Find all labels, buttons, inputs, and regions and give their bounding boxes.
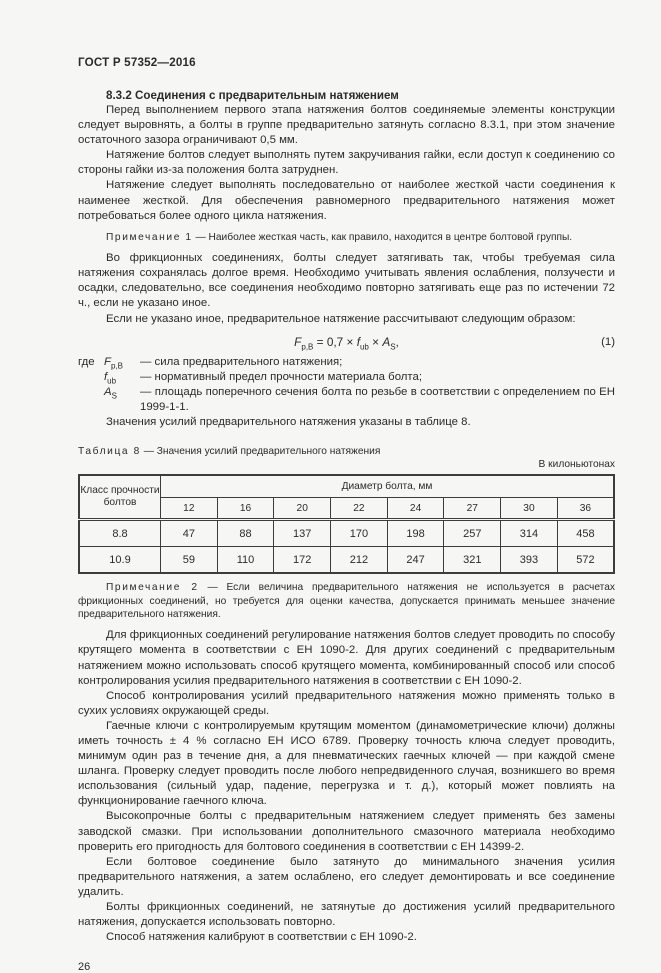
- definition-desc: — сила предварительного натяжения;: [140, 355, 343, 368]
- diameter-header: 22: [331, 498, 388, 520]
- definition-spacer: [78, 370, 104, 385]
- paragraph: Натяжение следует выполнять последовательно от наиболее жесткой части соединения к наименее жесткой. Для обеспечения равномерного предварительного натяжения может потребоваться более одного цикла натяжения.: [78, 179, 615, 222]
- formula-definitions: [78, 355, 615, 415]
- formula-lhs: F: [294, 334, 302, 349]
- formula-number: (1): [601, 335, 615, 348]
- force-value-cell: 47: [161, 520, 218, 547]
- paragraph: Высокопрочные болты с предварительным натяжением следует применять без замены заводской смазки. При использовании дополнительного смазочного материала необходимо проверить его пригодность для болтового соединения в соответствии с ЕН 14399-2.: [78, 810, 615, 853]
- paragraph: Если болтовое соединение было затянуто до минимального значения усилия предварительного натяжения, а затем ослаблено, его следует демонтировать и все соединение удалить.: [78, 855, 615, 898]
- definition-desc: — площадь поперечного сечения болта по резьбе в соответствии с определением по ЕН 1999-1-1.: [140, 385, 615, 413]
- formula-equals: = 0,7 ×: [316, 334, 354, 349]
- paragraph: Способ натяжения калибруют в соответствии с ЕН 1090-2.: [106, 931, 417, 944]
- paragraph: Гаечные ключи с контролируемым крутящим моментом (динамометрические ключи) должны иметь точность ± 4 % согласно ЕН ИСО 6789. Проверку точность ключа следует проводить, минимум один раз в течение дня, а для пневматических гаечных ключей — при каждой смене шланга. Проверку следует проводить после любого непредвиденного случая, возникшего во время использования (сильный удар, падение, перегрузка и т. д.), который может повлиять на функционирование гаечного ключа.: [78, 719, 615, 808]
- diameter-header: 36: [557, 498, 614, 520]
- formula-1: [78, 335, 615, 349]
- diameter-header: 20: [274, 498, 331, 520]
- note-2-text: — Если величина предварительного натяжения не используется в расчетах фрикционных соединений, но требуется для оценки качества, допускается принимать меньшее значение предварительного натяжения.: [78, 582, 615, 620]
- table-header-row: [79, 475, 614, 498]
- definition-desc: — нормативный предел прочности материала болта;: [140, 370, 423, 383]
- term-base: f: [104, 370, 108, 383]
- force-value-cell: 137: [274, 520, 331, 547]
- paragraph: Натяжение болтов следует выполнять путем закручивания гайки, если доступ к соединению со стороны гайки из-за положения болта затруднен.: [78, 149, 615, 177]
- col-header-diameter-group: Диаметр болта, мм: [161, 475, 615, 498]
- bolt-class-cell: 10.9: [79, 547, 161, 574]
- table-units-note: В килоньютонах: [538, 459, 615, 471]
- force-value-cell: 59: [161, 547, 218, 574]
- col-header-bolt-class: Класс прочности болтов: [79, 475, 161, 520]
- definition-row: [78, 355, 615, 370]
- paragraph: Если не указано иное, предварительное натяжение рассчитывают следующим образом:: [106, 312, 576, 325]
- term-sub: S: [111, 391, 117, 401]
- note-2-label: Примечание 2: [106, 582, 199, 594]
- formula-lhs-sub: p,B: [301, 341, 314, 351]
- force-value-cell: 321: [444, 547, 501, 574]
- formula-f-sub: ub: [359, 341, 369, 351]
- force-value-cell: 170: [331, 520, 388, 547]
- definition-intro: где: [78, 355, 95, 368]
- section-heading: 8.3.2 Соединения с предварительным натяжением: [106, 89, 399, 102]
- note-2: [78, 581, 615, 621]
- table-head: [79, 475, 614, 520]
- diameter-header: 30: [501, 498, 558, 520]
- paragraph: Перед выполнением первого этапа натяжения болтов соединяемые элементы конструкции следует выровнять, а болты в группе предварительно затянуть согласно 8.3.1, при этом значение остаточного зазора ограничивают 0,5 мм.: [78, 104, 615, 147]
- note-1-label: Примечание 1: [106, 231, 193, 243]
- pretension-forces-table: [78, 474, 615, 574]
- table-row: [79, 520, 614, 547]
- term-sub: p,B: [110, 360, 123, 370]
- force-value-cell: 393: [501, 547, 558, 574]
- formula-times: ×: [372, 334, 380, 349]
- paragraph: Значения усилий предварительного натяжения указаны в таблице 8.: [106, 416, 471, 428]
- diameter-header: 16: [217, 498, 274, 520]
- term-base: F: [104, 355, 111, 368]
- bolt-class-cell: 8.8: [79, 520, 161, 547]
- definition-term: [104, 355, 140, 370]
- force-value-cell: 257: [444, 520, 501, 547]
- definition-row: [78, 385, 615, 415]
- paragraph: Для фрикционных соединений регулирование натяжения болтов следует проводить по способу крутящего момента в соответствии с ЕН 1090-2. Для других соединений с предварительным натяжением можно использовать способ крутящего момента, комбинированный способ или способ контролирования усилия предварительного натяжения в соответствии с ЕН 1090-2.: [78, 629, 615, 687]
- paragraph: Болты фрикционных соединений, не затянутые до достижения усилий предварительного натяжения, допускается использовать повторно.: [78, 901, 615, 929]
- table-body: [79, 520, 614, 574]
- diameter-header: 27: [444, 498, 501, 520]
- force-value-cell: 198: [387, 520, 444, 547]
- diameter-header: 12: [161, 498, 218, 520]
- force-value-cell: 247: [387, 547, 444, 574]
- term-base: A: [104, 385, 112, 398]
- definition-term: [104, 370, 140, 385]
- paragraph: Во фрикционных соединениях, болты следует затягивать так, чтобы требуемая сила натяжения сохранялась долгое время. Необходимо учитывать явления ослабления, ползучести и осадки, следовательно, все соединения необходимо повторно затягивать еще раз по истечении 72 ч., если не указано иное.: [78, 252, 615, 310]
- note-1-text: — Наиболее жесткая часть, как правило, находится в центре болтовой группы.: [195, 231, 573, 243]
- definition-term: [104, 385, 140, 415]
- table-caption: [78, 446, 615, 457]
- definition-row: [78, 370, 615, 385]
- force-value-cell: 458: [557, 520, 614, 547]
- table-caption-label: Таблица 8: [78, 446, 141, 458]
- paragraph: Способ контролирования усилий предварительного натяжения можно применять только в сухих условиях окружающей среды.: [78, 689, 615, 717]
- formula-comma: ,: [395, 334, 399, 349]
- formula-a-sub: S: [390, 341, 396, 351]
- diameter-header: 24: [387, 498, 444, 520]
- force-value-cell: 110: [217, 547, 274, 574]
- doc-number-header: ГОСТ Р 57352—2016: [78, 56, 196, 69]
- force-value-cell: 212: [331, 547, 388, 574]
- table-row: [79, 547, 614, 574]
- table-caption-title: — Значения усилий предварительного натяжения: [143, 446, 381, 458]
- force-value-cell: 572: [557, 547, 614, 574]
- page-number: 26: [78, 961, 91, 973]
- formula-f: f: [356, 334, 360, 349]
- term-sub: ub: [107, 376, 117, 385]
- force-value-cell: 314: [501, 520, 558, 547]
- note-1: [78, 231, 615, 244]
- formula-a: A: [382, 334, 391, 349]
- force-value-cell: 172: [274, 547, 331, 574]
- force-value-cell: 88: [217, 520, 274, 547]
- definition-spacer: [78, 385, 104, 415]
